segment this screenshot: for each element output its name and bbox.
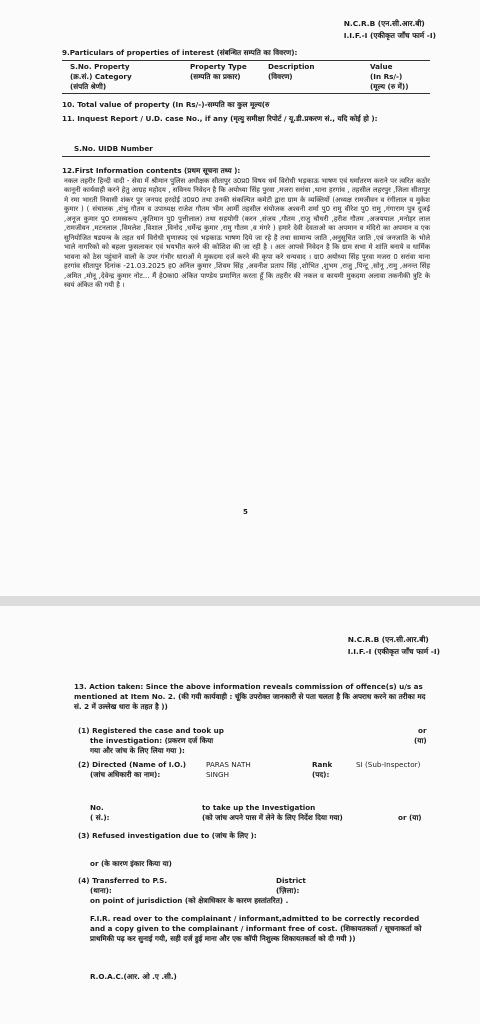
item-2-directed: (2) Directed (Name of I.O.) xyxy=(78,760,187,769)
property-col-type xyxy=(190,62,247,82)
no-label: No. xyxy=(90,803,104,812)
col-sno-line2: (क्र.सं.) Category xyxy=(70,72,132,81)
col-sno-line1: S.No. Property xyxy=(70,62,130,71)
inquest-columns: S.No. UIDB Number xyxy=(74,144,153,153)
col-sno-line3: (संपति श्रेणी) xyxy=(70,82,107,91)
inquest-rule xyxy=(62,156,430,157)
ncrb-label: N.C.R.B (एन.सी.आर.बी) xyxy=(343,19,425,28)
io-name-line2: SINGH xyxy=(206,770,230,779)
item-1-line3: गया और जांच के लिए लिया गया ): xyxy=(90,746,185,755)
ncrb-label: N.C.R.B (एन.सी.आर.बी) xyxy=(347,635,429,644)
rank-value: SI (Sub-Inspector) xyxy=(356,760,421,769)
table-bottom-rule xyxy=(62,93,430,94)
col-val-line3: (मूल्य (रु में)) xyxy=(370,82,409,91)
item-2-directed-hi: (जांच अधिकारी का नाम): xyxy=(90,770,161,779)
document-page-6 xyxy=(0,606,480,1024)
col-desc-line1: Description xyxy=(268,62,315,71)
first-information-narrative: नकल तहरीर हिन्दी वादी - सेवा में श्रीमान पुलिस अधीक्षक सीतापुर उ0प्र0 विषय धर्म विरोधी भड़काऊ भाषण एवं धर्मांतरण कराने पर त्वरित कठोर कानूनी कार्यवाही करने हेतु आग्रह महोदय , सविनय निवेदन है कि अयोध्या सिंह पुरवा ,मजरा सरांवा ,थाना हरगांव , तहसील लहरपुर ,जिला सीतापुर मे रमा भारती निवासी शंकर पुर जनपद हरदोई उ0प्र0 तथा उनकी संकल्पित कमेटी द्वारा ग्राम के व्यक्तियों (अध्यक्ष रामजीवन व रंगीलाल व मुकेश कुमार ) ( संचालक ,शंभु गौतम व उपाध्यक्ष राजेश गौतम भीम आर्मी तहसील संयोजक अश्वनी शर्मा पु0 रामु वीरेश पु0 रामु ,गंगाराम पुत्र दुजई ,अनूज कुमार पु0 रामस्वरूप ,कृतिमान पु0 पुत्तीलाल) तथा सहयोगी (करन ,संजय ,गौतम ,राजु चौधरी ,हरीश गौतम ,अजयपाल ,मनोहर लाल ,रामजीवन ,मटनलाल ,विमलेश ,विशाल ,विनोद ,धर्मेन्द्र कुमार ,रामु गौतम ,व मंगरे ) हमारे देवी देवताओ का अपमान व मंदिरो का अपमान व एक सुनियोजित षडयन्त्र के तहत धर्म विरोधी घृणास्पद एवं भड़काऊ भाषण दिये जा रहे है तथा सामान्य जाति ,अनुसूचित जाति ,एवं जनजाति के भोले भाले नागरिको को बहला फुसलाकर एवं भयभीत करने की कोशिश की जा रही है । अतः आपसे निवेदन है कि ग्राम सभा मे शांति बनाये व धार्मिक भावना को ठेस पहुंचाने वालो के उपर गंभीर धाराओं मे मुकदमा दर्ज करने की कृपा करे धन्यवाद । ग्रा0 अयोध्या सिंह पुरवा मजरा 0 सरांवा थाना हरगांव सीतापुर दिनांक -21.03.2025 ह0 अनिल कुमार ,शिवम सिंह ,अवनीश प्रताप सिंह ,शोभित ,शुभम ,राजु ,पिन्टू ,सोनू ,रामु ,अनन्त सिंह ,अमित ,मोनू ,देवेन्द्र कुमार नोट... मैं हे0का0 अंकित पाण्डेय प्रमाणित करता हूँ कि तहरीर की नकल व कायमी मुकदमा अलावा तकनीकी त्रुटि के स्वयं अंकित की गयी है । xyxy=(64,177,430,289)
rank-label: Rank xyxy=(312,760,333,769)
property-col-sno xyxy=(70,62,132,92)
item-4-jurisdiction: on point of jurisdiction (को क्षेत्राधिकार के कारण हस्तांतरित) . xyxy=(90,896,289,905)
rank-label-hi: (पद): xyxy=(312,770,330,779)
item-1-ya: (या) xyxy=(414,736,427,745)
roac-label: R.O.A.C.(आर. ओ .ए .सी.) xyxy=(90,972,177,981)
property-col-value xyxy=(370,62,409,92)
page-header xyxy=(344,18,436,42)
page-separator xyxy=(0,596,480,606)
section-11-inquest: 11. Inquest Report / U.D. case No., if any (मृत्यु समीक्षा रिपोर्ट / यू.डी.प्रकरण सं., यदि कोई हो ): xyxy=(62,114,378,123)
section-13-action-taken: 13. Action taken: Since the above information reveals commission of offence(s) u/s as mentioned at Item No. 2. (की गयी कार्यवाही : चूंकि उपरोक्त जानकारी से पता चलता है कि अपराध करने का तरीका मद सं. 2 में उल्लेख धारा के तहत है )) xyxy=(74,682,426,711)
col-type-line1: Property Type xyxy=(190,62,247,71)
page-number: 5 xyxy=(243,508,248,516)
item-3-refused: (3) Refused investigation due to (जांच के लिए ): xyxy=(78,831,257,840)
page-header xyxy=(348,634,440,658)
section-10-total-value: 10. Total value of property (In Rs/-)-सम्पति का कुल मूल्य(रु xyxy=(62,100,270,109)
table-top-rule xyxy=(62,60,430,61)
district-label-hi: (ज़िला): xyxy=(276,886,300,895)
col-val-line1: Value xyxy=(370,62,393,71)
take-up-investigation: to take up the Investigation xyxy=(202,803,316,812)
item-4-transferred: (4) Transferred to P.S. xyxy=(78,876,168,885)
item-4-thana: (थाना): xyxy=(90,886,112,895)
col-desc-line2: (विवरण) xyxy=(268,72,293,81)
col-type-line2: (सम्पति का प्रकार) xyxy=(190,72,241,81)
section-9-heading: 9.Particulars of properties of interest (संबन्धित सम्पति का विवरण): xyxy=(62,48,298,57)
io-name-line1: PARAS NATH xyxy=(206,760,251,769)
item-3-or: or (के कारण इंकार किया या) xyxy=(90,859,172,868)
fir-read-over-statement: F.I.R. read over to the complainant / informant,admitted to be correctly recorded and a copy given to the complainant / informant free of cost. (शिकायतकर्ता / सूचनाकर्ता को प्राथमिकी पढ़ कर सुनाई गयी, सही दर्ज हुई माना और एक कॉपी निशुल्क शिकायतकर्ता को दी गयी )) xyxy=(90,914,422,943)
iif-label: I.I.F.-I (एकीकृत जाँच फार्म -I) xyxy=(343,31,436,40)
item-1-line2: the investigation: (प्रकरण दर्ज किया xyxy=(90,736,214,745)
take-up-investigation-hi: (को जांच अपने पास में लेने के लिए निर्देश दिया गया) xyxy=(202,813,343,822)
district-label: District xyxy=(276,876,306,885)
iif-label: I.I.F.-I (एकीकृत जाँच फार्म -I) xyxy=(347,647,440,656)
take-up-or: or (या) xyxy=(398,813,422,822)
no-label-hi: ( सं.): xyxy=(90,813,110,822)
col-val-line2: (In Rs/-) xyxy=(370,72,403,81)
item-1-or: or xyxy=(418,726,427,735)
property-col-description xyxy=(268,62,315,82)
item-1-line1: (1) Registered the case and took up xyxy=(78,726,224,735)
section-12-heading: 12.First Information contents (प्रथम सूचना तथ्य ): xyxy=(62,166,241,175)
